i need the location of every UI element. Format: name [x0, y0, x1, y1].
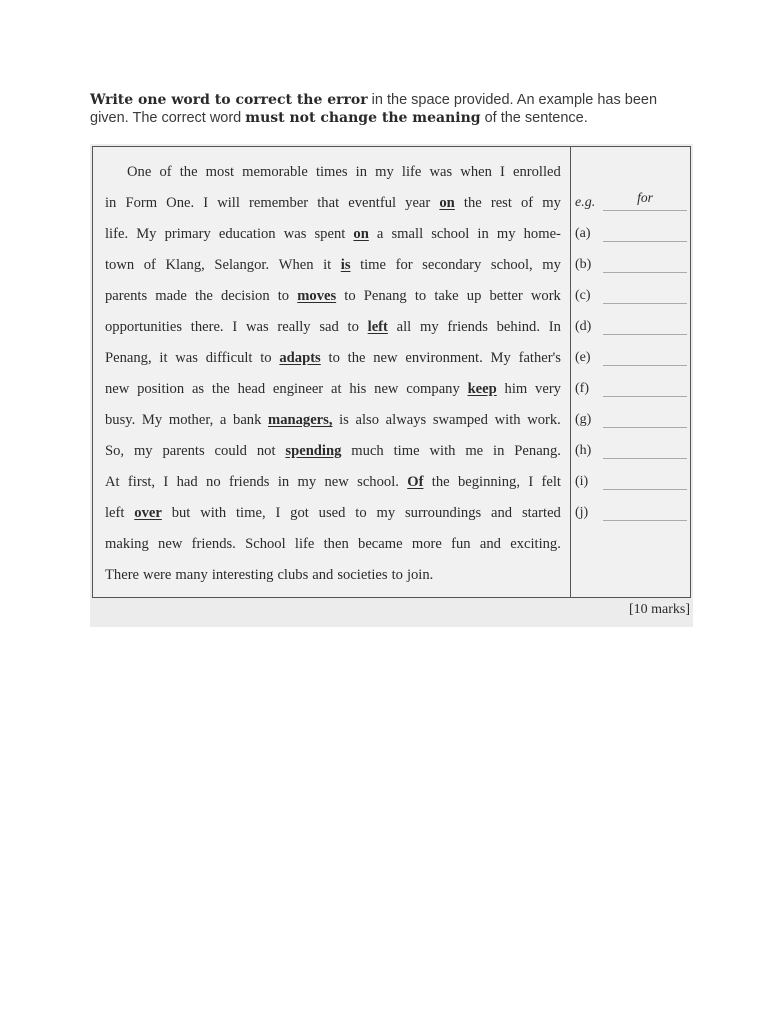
- passage-word: my: [419, 319, 439, 335]
- passage-word: was: [245, 319, 269, 335]
- passage-word: very: [535, 381, 561, 397]
- passage-word: a: [376, 226, 384, 242]
- passage-word: the: [463, 195, 482, 211]
- passage-word: At: [105, 474, 120, 490]
- passage-line: [105, 281, 561, 312]
- passage-word: then: [323, 536, 349, 552]
- passage-line: [105, 343, 561, 374]
- answer-label: (c): [575, 288, 591, 303]
- passage-word: town: [105, 257, 135, 273]
- passage-word: work.: [527, 412, 561, 428]
- passage-word: my: [133, 443, 153, 459]
- passage-word: friends: [447, 319, 488, 335]
- passage-word: company: [406, 381, 460, 397]
- answer-label: (f): [575, 381, 589, 396]
- passage-word: friends.: [191, 536, 236, 552]
- passage-word: more: [411, 536, 442, 552]
- passage-word: clubs: [277, 567, 309, 583]
- passage-word: bank: [233, 412, 262, 428]
- passage-word: parents: [162, 443, 205, 459]
- passage-word: my: [375, 164, 394, 180]
- passage-word: not: [256, 443, 276, 459]
- answer-label: (a): [575, 226, 591, 241]
- passage-word: eventful: [348, 195, 397, 211]
- answer-label: (j): [575, 505, 589, 520]
- passage-word: I: [500, 164, 505, 180]
- passage-word: I: [528, 474, 534, 490]
- passage-word: of: [521, 195, 534, 211]
- passage-word: his: [349, 381, 367, 397]
- passage-word: small: [391, 226, 424, 242]
- answer-blank[interactable]: [603, 396, 687, 397]
- passage-word: secondary: [422, 257, 482, 273]
- passage-word: fun: [451, 536, 471, 552]
- passage-word: Penang.: [514, 443, 561, 459]
- passage-line: [105, 374, 561, 405]
- passage-word: times: [315, 164, 348, 180]
- passage-line: [105, 250, 561, 281]
- passage-word: my: [297, 474, 317, 490]
- passage-word: was: [283, 226, 307, 242]
- answer-column: [575, 188, 687, 529]
- passage-word: all: [396, 319, 412, 335]
- passage-word: and: [479, 536, 501, 552]
- passage-word: the: [179, 164, 198, 180]
- passage-word: in: [105, 195, 117, 211]
- passage-word: Penang,: [105, 350, 152, 366]
- answer-row: [575, 188, 687, 219]
- error-word: Of: [407, 474, 424, 490]
- passage-word: One.: [166, 195, 195, 211]
- passage-word: but: [171, 505, 191, 521]
- scanned-exercise: [90, 144, 693, 627]
- passage-word: beginning,: [457, 474, 520, 490]
- passage-word: to: [328, 350, 340, 366]
- passage-word: had: [176, 474, 198, 490]
- error-word: spending: [285, 443, 342, 459]
- answer-blank[interactable]: [603, 272, 687, 273]
- passage-word: it: [323, 257, 332, 273]
- passage-word: parents: [105, 288, 148, 304]
- answer-row: [575, 250, 687, 281]
- answer-blank[interactable]: [603, 427, 687, 428]
- passage-word: primary: [164, 226, 211, 242]
- passage-word: home-: [523, 226, 561, 242]
- passage-word: in: [277, 474, 290, 490]
- passage-word: I: [275, 505, 281, 521]
- passage-word: the: [431, 474, 450, 490]
- passage-word: there.: [190, 319, 224, 335]
- instruction-text: [90, 91, 690, 127]
- answer-blank[interactable]: [603, 334, 687, 335]
- passage-word: work: [530, 288, 561, 304]
- passage-word: My: [136, 226, 157, 242]
- passage-word: father's: [518, 350, 561, 366]
- passage-word: felt: [541, 474, 561, 490]
- passage-word: it: [159, 350, 168, 366]
- error-word: adapts: [279, 350, 321, 366]
- passage-word: to: [347, 319, 359, 335]
- passage-word: left: [105, 505, 125, 521]
- answer-row: [575, 374, 687, 405]
- answer-row: [575, 343, 687, 374]
- passage-word: One: [127, 164, 152, 180]
- passage-word: head: [237, 381, 266, 397]
- passage-word: my: [376, 505, 396, 521]
- passage-line: [105, 529, 561, 560]
- passage-word: societies: [337, 567, 388, 583]
- passage-word: time,: [236, 505, 266, 521]
- passage-word: the: [211, 381, 230, 397]
- passage-word: So,: [105, 443, 125, 459]
- answer-blank[interactable]: [603, 241, 687, 242]
- passage-word: swamped: [432, 412, 488, 428]
- passage-word: the: [195, 288, 213, 304]
- passage-word: made: [155, 288, 187, 304]
- passage-word: Selangor.: [214, 257, 270, 273]
- passage-line: [105, 436, 561, 467]
- passage-word: friends: [228, 474, 270, 490]
- passage-word: for: [395, 257, 413, 273]
- passage-word: as: [191, 381, 205, 397]
- passage-word: life.: [105, 226, 129, 242]
- passage-word: that: [317, 195, 340, 211]
- passage-word: really: [277, 319, 311, 335]
- passage-word: was: [175, 350, 198, 366]
- answer-row: [575, 436, 687, 467]
- passage-word: My: [490, 350, 511, 366]
- marks-label: [10 marks]: [628, 602, 690, 617]
- passage-word: when: [460, 164, 492, 180]
- passage-word: school.: [357, 474, 399, 490]
- answer-label: (b): [575, 257, 592, 272]
- passage-word: could: [214, 443, 247, 459]
- passage-word: in: [477, 226, 489, 242]
- passage-word: rest: [490, 195, 512, 211]
- passage-word: making: [105, 536, 149, 552]
- passage-word: is: [339, 412, 349, 428]
- passage-word: decision: [220, 288, 270, 304]
- error-word: over: [134, 505, 162, 521]
- passage-word: to: [414, 288, 427, 304]
- passage-word: up: [466, 288, 482, 304]
- passage-word: also: [355, 412, 380, 428]
- passage: [105, 157, 561, 591]
- passage-line: [105, 405, 561, 436]
- passage-word: new: [373, 350, 398, 366]
- answer-label: (h): [575, 443, 592, 458]
- passage-word: with: [494, 412, 521, 428]
- passage-word: environment.: [405, 350, 483, 366]
- error-word: keep: [467, 381, 497, 397]
- passage-word: year: [405, 195, 431, 211]
- passage-word: most: [205, 164, 235, 180]
- passage-word: memorable: [242, 164, 308, 180]
- passage-word: me: [465, 443, 484, 459]
- error-word: on: [353, 226, 369, 242]
- error-word: moves: [297, 288, 337, 304]
- answer-row: [575, 312, 687, 343]
- passage-word: spent: [314, 226, 346, 242]
- passage-word: behind.: [496, 319, 540, 335]
- passage-word: school,: [490, 257, 533, 273]
- passage-word: engineer: [272, 381, 324, 397]
- passage-word: My: [141, 412, 163, 428]
- passage-word: take: [434, 288, 459, 304]
- passage-word: were: [143, 567, 172, 583]
- passage-word: became: [358, 536, 403, 552]
- answer-label: e.g.: [575, 195, 596, 210]
- passage-word: new: [374, 381, 399, 397]
- passage-word: the: [347, 350, 366, 366]
- answer-row: [575, 281, 687, 312]
- passage-word: to: [391, 567, 403, 583]
- passage-word: school: [431, 226, 470, 242]
- passage-word: will: [217, 195, 240, 211]
- error-word: managers,: [268, 412, 333, 428]
- error-word: left: [367, 319, 388, 335]
- passage-word: to: [260, 350, 272, 366]
- passage-word: of: [143, 257, 156, 273]
- passage-word: my: [496, 226, 516, 242]
- passage-word: got: [290, 505, 309, 521]
- passage-word: life: [401, 164, 422, 180]
- passage-word: to: [355, 505, 367, 521]
- answer-row: [575, 498, 687, 529]
- answer-blank[interactable]: [603, 210, 687, 211]
- passage-word: There: [105, 567, 140, 583]
- passage-word: mother,: [168, 412, 214, 428]
- passage-word: When: [278, 257, 314, 273]
- passage-word: always: [385, 412, 427, 428]
- instruction-bold-1: Write one word to correct the error: [90, 92, 368, 108]
- passage-word: to: [277, 288, 290, 304]
- passage-word: position: [137, 381, 185, 397]
- passage-word: of: [159, 164, 172, 180]
- instruction-bold-2: must not change the meaning: [245, 110, 481, 126]
- passage-word: Klang,: [165, 257, 205, 273]
- error-word: is: [340, 257, 351, 273]
- passage-line: [105, 560, 561, 591]
- answer-blank[interactable]: [603, 303, 687, 304]
- passage-word: many: [175, 567, 208, 583]
- passage-word: started: [521, 505, 561, 521]
- passage-word: I: [232, 319, 238, 335]
- answer-row: [575, 405, 687, 436]
- passage-word: Penang: [363, 288, 407, 304]
- instruction-text-1: in the space provided. An example has been given. The correct word: [90, 92, 658, 126]
- passage-word: much: [351, 443, 384, 459]
- passage-word: no: [206, 474, 221, 490]
- answer-label: (e): [575, 350, 591, 365]
- passage-line: [105, 498, 561, 529]
- passage-line: [105, 467, 561, 498]
- passage-word: Form: [125, 195, 158, 211]
- passage-word: new: [105, 381, 130, 397]
- passage-word: remember: [249, 195, 309, 211]
- passage-word: surroundings: [404, 505, 482, 521]
- passage-word: was: [429, 164, 453, 180]
- passage-word: exciting.: [510, 536, 561, 552]
- passage-word: and: [312, 567, 334, 583]
- passage-word: education: [218, 226, 276, 242]
- answer-value: for: [637, 190, 653, 205]
- column-divider: [570, 147, 571, 597]
- passage-word: with: [200, 505, 227, 521]
- passage-word: to: [344, 288, 356, 304]
- passage-word: new: [324, 474, 349, 490]
- passage-word: my: [542, 257, 561, 273]
- passage-word: life: [294, 536, 315, 552]
- passage-line: [105, 312, 561, 343]
- answer-label: (i): [575, 474, 589, 489]
- passage-line: [105, 219, 561, 250]
- passage-word: time: [393, 443, 420, 459]
- passage-word: enrolled: [513, 164, 561, 180]
- passage-line: [105, 188, 561, 219]
- passage-word: my: [542, 195, 561, 211]
- answer-blank[interactable]: [603, 365, 687, 366]
- answer-blank[interactable]: [603, 458, 687, 459]
- passage-word: a: [219, 412, 227, 428]
- passage-word: I: [163, 474, 169, 490]
- answer-label: (d): [575, 319, 592, 334]
- exercise-box: [92, 146, 691, 598]
- instruction-text-2: of the sentence.: [480, 110, 588, 126]
- passage-word: busy.: [105, 412, 136, 428]
- passage-word: used: [318, 505, 346, 521]
- error-word: on: [439, 195, 455, 211]
- passage-word: better: [489, 288, 523, 304]
- passage-line: [105, 157, 561, 188]
- passage-word: School: [245, 536, 286, 552]
- passage-word: in: [355, 164, 368, 180]
- passage-word: new: [158, 536, 183, 552]
- passage-word: him: [504, 381, 528, 397]
- passage-word: at: [330, 381, 342, 397]
- answer-blank[interactable]: [603, 520, 687, 521]
- passage-word: join.: [406, 567, 434, 583]
- passage-word: I: [203, 195, 209, 211]
- passage-word: in: [493, 443, 505, 459]
- passage-word: first,: [127, 474, 156, 490]
- passage-word: and: [491, 505, 513, 521]
- answer-row: [575, 219, 687, 250]
- answer-row: [575, 467, 687, 498]
- answer-blank[interactable]: [603, 489, 687, 490]
- passage-word: In: [548, 319, 561, 335]
- passage-word: opportunities: [105, 319, 183, 335]
- passage-word: time: [360, 257, 387, 273]
- passage-word: with: [429, 443, 456, 459]
- passage-word: difficult: [205, 350, 253, 366]
- answer-label: (g): [575, 412, 592, 427]
- passage-word: sad: [319, 319, 339, 335]
- passage-word: interesting: [211, 567, 274, 583]
